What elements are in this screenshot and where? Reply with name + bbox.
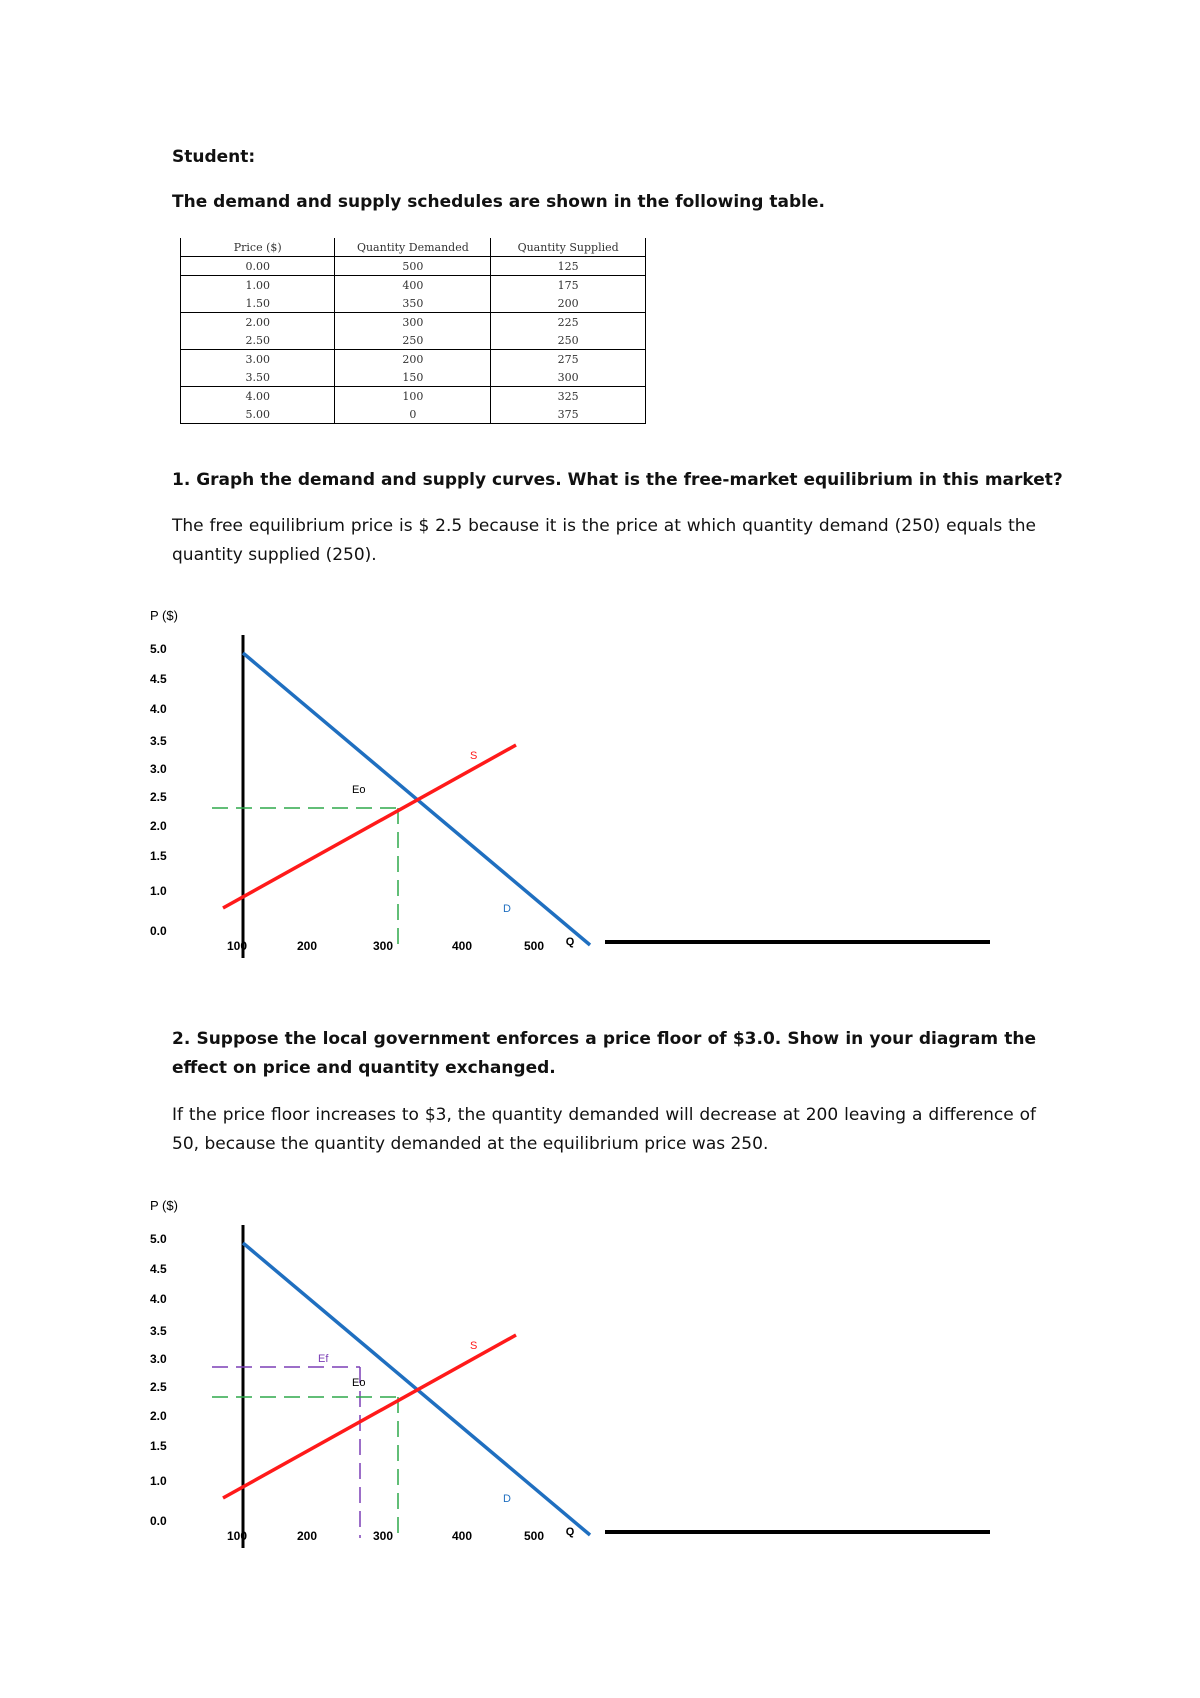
x-tick-label: 500 [523, 1529, 545, 1543]
eo-label: Eo [352, 1377, 366, 1389]
y-tick-label: 4.5 [150, 672, 167, 686]
qd-cell: 300 [335, 313, 491, 332]
table-row [181, 294, 646, 313]
header-price: Price ($) [181, 238, 335, 257]
x-tick-label: 100 [226, 939, 248, 953]
qd-cell: 150 [335, 368, 491, 387]
y-axis-title: P ($) [150, 608, 178, 623]
x-tick-label: 400 [451, 939, 473, 953]
y-axis-title: P ($) [150, 1198, 178, 1213]
table-row [181, 331, 646, 350]
eo-label: Eo [352, 784, 366, 796]
x-tick-label: 100 [226, 1529, 248, 1543]
x-tick-label: 500 [523, 939, 545, 953]
y-tick-label: 2.0 [150, 1409, 167, 1423]
y-tick-label: 3.5 [150, 734, 167, 748]
y-tick-label: 3.0 [150, 762, 167, 776]
graph-1 [0, 590, 1200, 990]
table-row [181, 313, 646, 332]
qs-cell: 325 [491, 387, 646, 406]
demand-label: D [503, 903, 511, 915]
x-tick-label: 400 [451, 1529, 473, 1543]
price-cell: 4.00 [181, 387, 335, 406]
x-tick-label: 300 [372, 1529, 394, 1543]
qs-cell: 125 [491, 257, 646, 276]
y-tick-label: 3.0 [150, 1352, 167, 1366]
qs-cell: 250 [491, 331, 646, 350]
y-tick-label: 5.0 [150, 642, 167, 656]
q1-answer: The free equilibrium price is $ 2.5 because it is the price at which quantity demand (250) equals the quantity supplied (250). [172, 516, 1036, 565]
y-tick-label: 0.0 [150, 924, 167, 938]
header-qs: Quantity Supplied [491, 238, 646, 257]
y-tick-label: 1.0 [150, 1474, 167, 1488]
table-row [181, 350, 646, 369]
table-row [181, 257, 646, 276]
table-header-row [181, 238, 646, 257]
supply-curve [223, 1335, 516, 1498]
ef-label: Ef [318, 1353, 329, 1365]
graph-2 [0, 1180, 1200, 1580]
qd-cell: 200 [335, 350, 491, 369]
intro-text: The demand and supply schedules are shown in the following table. [172, 192, 825, 212]
qd-cell: 250 [335, 331, 491, 350]
y-tick-label: 4.0 [150, 702, 167, 716]
qd-cell: 500 [335, 257, 491, 276]
price-cell: 0.00 [181, 257, 335, 276]
qs-cell: 300 [491, 368, 646, 387]
x-tick-label: 200 [296, 1529, 318, 1543]
supply-label: S [470, 750, 478, 762]
x-axis-title: Q [565, 936, 575, 948]
x-tick-label: 300 [372, 939, 394, 953]
y-tick-label: 2.5 [150, 790, 167, 804]
y-tick-label: 1.5 [150, 849, 167, 863]
price-cell: 5.00 [181, 405, 335, 424]
price-cell: 2.50 [181, 331, 335, 350]
schedule-table [180, 238, 646, 424]
price-cell: 2.00 [181, 313, 335, 332]
student-label: Student: [172, 147, 256, 167]
y-tick-label: 2.0 [150, 819, 167, 833]
qd-cell: 100 [335, 387, 491, 406]
header-qd: Quantity Demanded [335, 238, 491, 257]
q2-question: 2. Suppose the local government enforces a price floor of $3.0. Show in your diagram the effect on price and quantity exchanged. [172, 1029, 1036, 1078]
demand-label: D [503, 1493, 511, 1505]
x-tick-label: 200 [296, 939, 318, 953]
supply-curve [223, 745, 516, 908]
qs-cell: 375 [491, 405, 646, 424]
y-tick-label: 2.5 [150, 1380, 167, 1394]
table-row [181, 276, 646, 295]
qd-cell: 350 [335, 294, 491, 313]
price-cell: 3.50 [181, 368, 335, 387]
y-tick-label: 1.5 [150, 1439, 167, 1453]
y-tick-label: 5.0 [150, 1232, 167, 1246]
table-body [181, 257, 646, 424]
y-tick-label: 0.0 [150, 1514, 167, 1528]
table-row [181, 405, 646, 424]
table-row [181, 387, 646, 406]
q2-answer: If the price floor increases to $3, the quantity demanded will decrease at 200 leaving a difference of 50, because the quantity demanded at the equilibrium price was 250. [172, 1105, 1036, 1154]
qd-cell: 0 [335, 405, 491, 424]
qs-cell: 275 [491, 350, 646, 369]
qs-cell: 175 [491, 276, 646, 295]
qs-cell: 200 [491, 294, 646, 313]
y-tick-label: 3.5 [150, 1324, 167, 1338]
qd-cell: 400 [335, 276, 491, 295]
table-row [181, 368, 646, 387]
price-cell: 1.50 [181, 294, 335, 313]
q1-question: 1. Graph the demand and supply curves. What is the free-market equilibrium in this market? [172, 470, 1063, 490]
price-cell: 1.00 [181, 276, 335, 295]
price-cell: 3.00 [181, 350, 335, 369]
x-axis-title: Q [565, 1526, 575, 1538]
qs-cell: 225 [491, 313, 646, 332]
y-tick-label: 4.0 [150, 1292, 167, 1306]
y-tick-label: 1.0 [150, 884, 167, 898]
supply-label: S [470, 1340, 478, 1352]
y-tick-label: 4.5 [150, 1262, 167, 1276]
